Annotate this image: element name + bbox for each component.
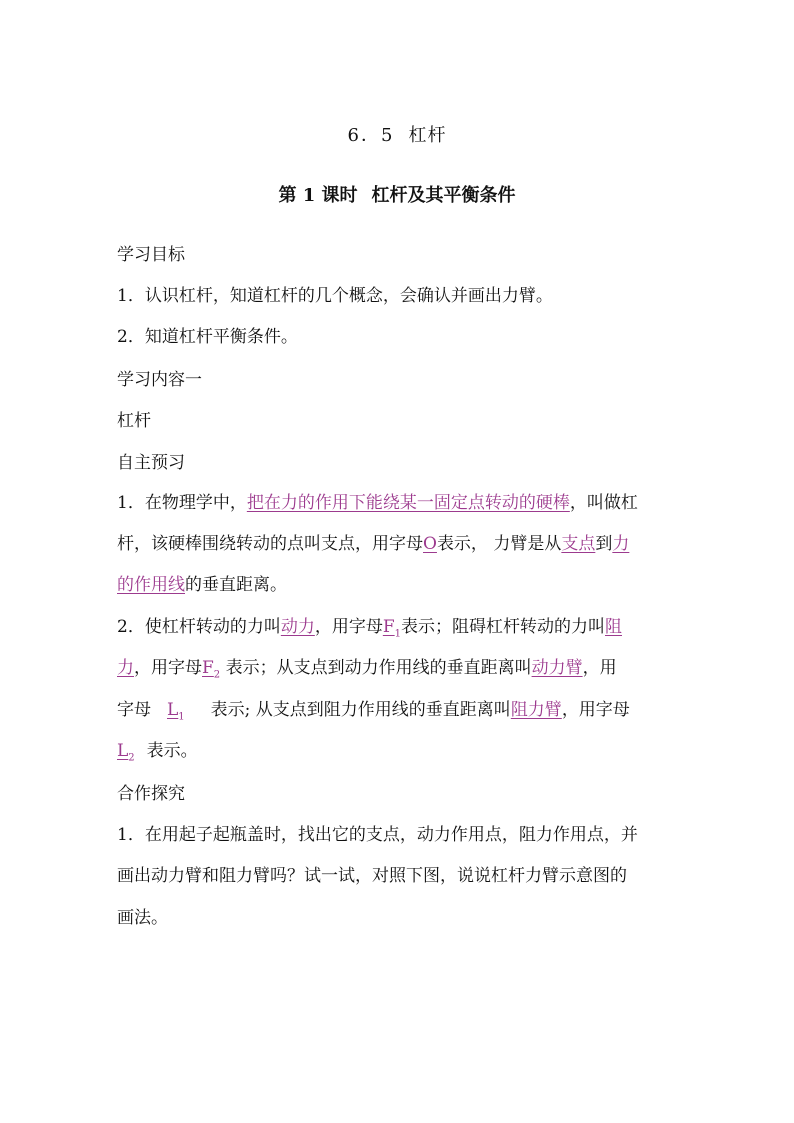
answer-symbol: L <box>117 741 129 761</box>
answer-blank: 的作用线 <box>117 575 185 595</box>
question-text: 表示。 <box>146 741 198 761</box>
question-text: 到 <box>595 534 613 554</box>
goal-item: 2．知道杠杆平衡条件。 <box>117 327 298 347</box>
preview-heading: 自主预习 <box>117 453 185 473</box>
lesson-topic: 杠杆及其平衡条件 <box>371 185 516 206</box>
goals-heading: 学习目标 <box>117 245 185 265</box>
answer-subscript: 1 <box>394 628 401 640</box>
preview-q1-line <box>117 491 687 515</box>
question-text: 表示；从支点到动力作用线的垂直距离叫 <box>220 658 532 678</box>
question-text: 字母 <box>117 700 151 720</box>
answer-blank: 把在力的作用下能绕某一固定点转动的硬棒 <box>246 493 570 513</box>
preview-q1-line <box>117 573 687 597</box>
coop-line: 画法。 <box>117 908 168 928</box>
lesson-subtitle <box>0 181 794 207</box>
page-title <box>0 121 794 147</box>
question-text: ，用字母 <box>134 658 202 678</box>
question-text: 1．在物理学中， <box>117 493 247 513</box>
coop-heading: 合作探究 <box>117 784 185 804</box>
content-heading: 学习内容一 <box>117 370 202 390</box>
answer-subscript: 1 <box>178 711 185 723</box>
answer-blank <box>151 700 211 723</box>
lesson-number: 第 1 课时 <box>278 185 358 206</box>
question-text: ，叫做杠 <box>569 493 638 513</box>
answer-symbol: F <box>382 617 395 637</box>
answer-subscript: 2 <box>213 669 221 681</box>
section-title: 杠杆 <box>408 125 447 146</box>
answer-blank: 力 <box>117 658 134 678</box>
answer-blank <box>382 617 401 640</box>
preview-q2-line <box>117 698 687 729</box>
preview-q1-line <box>117 532 687 556</box>
question-text: 表示; 从支点到阻力作用线的垂直距离叫 <box>210 700 511 720</box>
question-text: 杆，该硬棒围绕转动的点叫支点，用字母 <box>117 534 423 554</box>
answer-blank: 动力臂 <box>531 658 583 678</box>
section-number: 6．5 <box>347 125 395 146</box>
content-topic: 杠杆 <box>117 411 151 431</box>
question-text: 表示；阻碍杠杆转动的力叫 <box>401 617 605 637</box>
coop-line: 1．在用起子起瓶盖时，找出它的支点，动力作用点，阻力作用点，并 <box>117 825 638 845</box>
answer-blank <box>117 741 147 764</box>
question-text: ，用字母 <box>561 700 630 720</box>
preview-q2-line <box>117 739 687 770</box>
question-text: ，用字母 <box>314 617 383 637</box>
answer-symbol: L <box>167 700 179 720</box>
answer-blank: 阻 <box>605 617 622 637</box>
coop-line: 画出动力臂和阻力臂吗？试一试，对照下图，说说杠杆力臂示意图的 <box>117 866 627 886</box>
answer-subscript: 2 <box>128 752 135 764</box>
answer-symbol: F <box>202 658 214 678</box>
question-text: 表示， 力臂是从 <box>436 534 562 554</box>
goal-item: 1．认识杠杆，知道杠杆的几个概念，会确认并画出力臂。 <box>117 286 553 306</box>
answer-blank: O <box>423 534 437 554</box>
answer-blank: 动力 <box>280 617 315 637</box>
answer-blank: 力 <box>612 534 630 554</box>
question-text: 2．使杠杆转动的力叫 <box>117 617 281 637</box>
preview-q2-line <box>117 656 687 687</box>
preview-q2-line <box>117 615 687 646</box>
question-text: 的垂直距离。 <box>185 575 287 595</box>
answer-blank: 阻力臂 <box>510 700 562 720</box>
question-text: ，用 <box>582 658 617 678</box>
answer-blank: 支点 <box>561 534 596 554</box>
answer-blank <box>202 658 221 681</box>
